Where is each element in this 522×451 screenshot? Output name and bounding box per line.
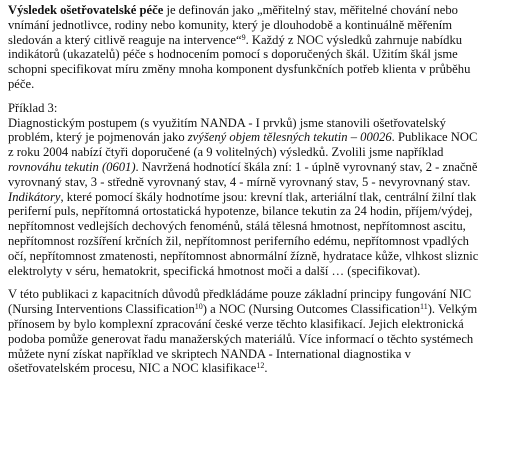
- italic-term: rovnováhu tekutin (0601): [8, 159, 136, 174]
- text-span: ). Velkým: [427, 302, 478, 317]
- text-line: Diagnostickým postupem (s využitím NANDA - I prvků) jsme stanovili ošetřovatelský: [8, 115, 446, 130]
- text-span: . Publikace NOC: [391, 130, 478, 145]
- text-span: . Každý z NOC výsledků zahrnuje nabídku: [245, 32, 463, 47]
- text-line: můžete nyní získat například ve skriptech NANDA - International diagnostika v: [8, 346, 411, 361]
- text-line: podoba pomůže generovat řadu manažerských materiálů. Více informací o těchto systémech: [8, 331, 474, 346]
- text-line: [8, 302, 508, 317]
- text-line: [8, 190, 508, 205]
- text-line: [8, 33, 508, 48]
- text-span: (Nursing Interventions Classification: [8, 302, 195, 317]
- text-line: elektrolyty v séru, hematokrit, specifická hmotnost moči a další … (specifikovat).: [8, 263, 421, 278]
- paragraph-gap: [8, 278, 508, 287]
- example-heading: Příklad 3:: [8, 100, 58, 115]
- footnote-ref: 11: [420, 302, 428, 312]
- italic-term: zvýšený objem tělesných tekutin – 00026: [187, 130, 392, 145]
- paragraph-outcome-definition: [8, 3, 508, 92]
- text-line: přínosem by bylo komplexní zpracování české verze těchto klasifikací. Jejich elektronická: [8, 316, 464, 331]
- text-span: ) a NOC (Nursing Outcomes Classification: [202, 302, 420, 317]
- paragraph-nic-noc: [8, 287, 508, 376]
- text-span: . Navržená hodnotící škála zní: 1 - úplně vyrovnaný stav, 2 - značně: [135, 159, 478, 174]
- text-span: je definován jako „měřitelný stav, měřitelné chování nebo: [163, 3, 458, 17]
- text-line: periferní puls, nepřítomná ortostatická hypotenze, bilance tekutin za 24 hodin, příjem/výdej,: [8, 204, 473, 219]
- text-line: [8, 160, 508, 175]
- text-line: vnímání jednotlivce, rodiny nebo komunity, který je dlouhodobě a kontinuálně měřením: [8, 17, 453, 32]
- text-span: sledován a který citlivě reaguje na intervence“: [8, 32, 242, 47]
- text-span: .: [264, 361, 268, 376]
- text-line: vyrovnaný stav, 3 - středně vyrovnaný stav, 4 - mírně vyrovnaný stav, 5 - nevyrovnaný stav.: [8, 174, 471, 189]
- text-line: očí, nepřítomnost zmatenosti, nepřítomnost abnormální žízně, hydratace kůže, vlhkost sliznic: [8, 248, 479, 263]
- bold-term: Výsledek ošetřovatelské péče: [8, 3, 164, 17]
- text-line: schopni specifikovat míru změny mnoha komponent dysfunkčních potřeb klienta v průběhu: [8, 62, 471, 77]
- text-line: indikátorů (ukazatelů) péče s hodnocením pomocí s doporučených škál. Užitím škál jsme: [8, 47, 458, 62]
- text-line: nepřítomnost rozšíření krčních žil, nepřítomnost periferního edému, nepřítomnost vpadlých: [8, 233, 469, 248]
- text-line: z roku 2004 nabízí čtyři doporučené (a 9 volitelných) výsledků. Zvolili jsme například: [8, 145, 444, 160]
- text-span: ošetřovatelském procesu, NIC a NOC klasifikace: [8, 361, 257, 376]
- document-page: [8, 3, 508, 376]
- paragraph-example-3: [8, 101, 508, 279]
- text-line: péče.: [8, 76, 35, 91]
- text-line: [8, 130, 508, 145]
- text-line: V této publikaci z kapacitních důvodů předkládáme pouze základní principy fungování NIC: [8, 287, 472, 302]
- text-span: problém, který je pojmenován jako: [8, 130, 188, 145]
- text-line: [8, 361, 508, 376]
- footnote-ref: 10: [194, 302, 203, 312]
- text-line: [8, 3, 508, 18]
- text-line: nepřítomnost vedlejších dechových fenoménů, stálá tělesná hmotnost, nepřítomnost ascitu,: [8, 219, 466, 234]
- paragraph-gap: [8, 92, 508, 101]
- footnote-ref: 12: [256, 361, 265, 371]
- footnote-ref: 9: [241, 32, 246, 42]
- text-span: , které pomocí škály hodnotíme jsou: krevní tlak, arteriální tlak, centrální žilní tlak: [60, 189, 477, 204]
- italic-term: Indikátory: [8, 189, 61, 204]
